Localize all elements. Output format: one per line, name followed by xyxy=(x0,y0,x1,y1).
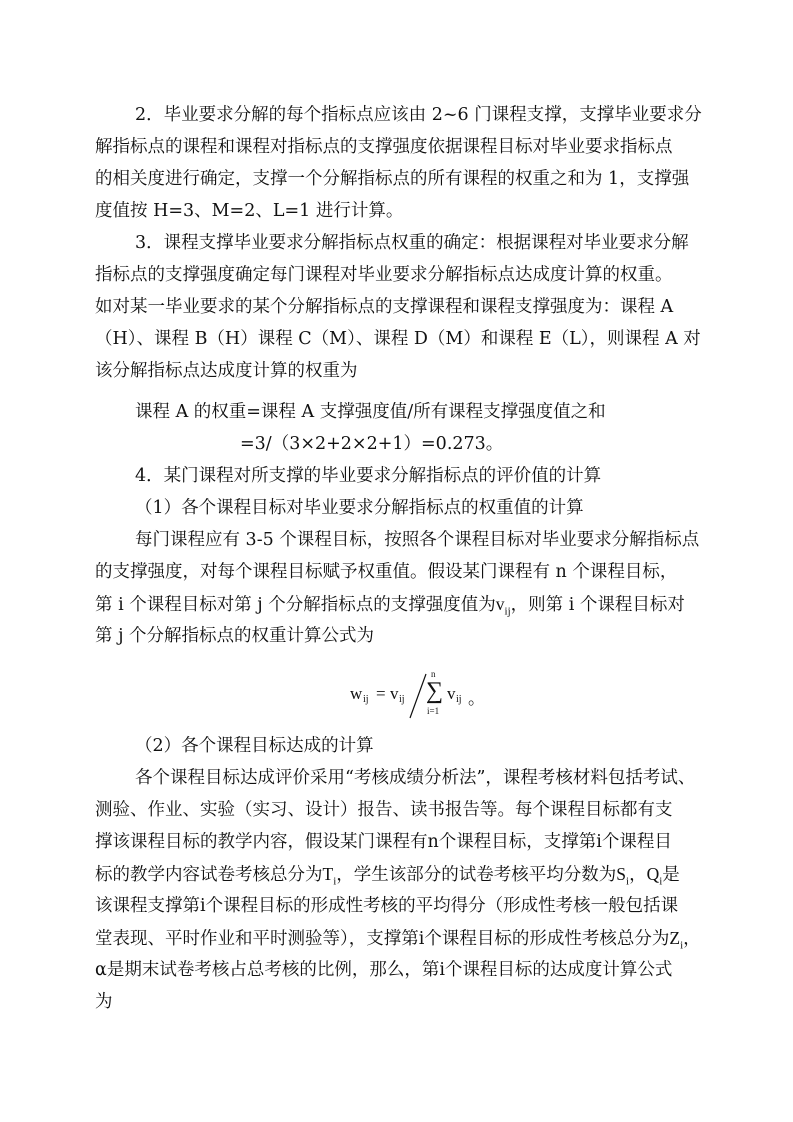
paragraph-line: 该课程支撑第i个课程目标的形成性考核的平均得分（形成性考核一般包括课 xyxy=(95,896,679,916)
paragraph-line xyxy=(95,863,680,893)
text-fragment: 第 i 个课程目标对第 j 个分解指标点的支撑强度值为 xyxy=(95,595,496,615)
paragraph-line: 撑该课程目标的教学内容，假设某门课程有n个课程目标，支撑第i个课程目 xyxy=(95,832,672,852)
paragraph-line: 的相关度进行确定，支撑一个分解指标点的所有课程的权重之和为 1，支撑强 xyxy=(95,169,690,189)
paragraph-line: 如对某一毕业要求的某个分解指标点的支撑课程和课程支撑强度为：课程 A xyxy=(95,297,674,317)
variable-sub: i xyxy=(626,875,630,888)
variable-Q: Q xyxy=(646,864,660,884)
formula-v: v xyxy=(390,684,399,703)
formula-v2: v xyxy=(447,684,456,703)
paragraph-line: 该分解指标点达成度计算的权重为 xyxy=(95,361,358,381)
variable-sub: i xyxy=(333,875,337,888)
variable-sub: i xyxy=(659,875,663,888)
formula-eq: = xyxy=(376,684,386,703)
paragraph-line xyxy=(95,927,701,957)
paragraph-line: （H）、课程 B（H）课程 C（M）、课程 D（M）和课程 E（L），则课程 A 对 xyxy=(95,329,701,349)
sum-upper-limit: n xyxy=(431,669,436,679)
paragraph-line: 测验、作业、实验（实习、设计）报告、读书报告等。每个课程目标都有支 xyxy=(95,800,673,820)
formula-line: =3/（3×2+2×2+1）=0.273。 xyxy=(240,434,504,454)
paragraph-line: 度值按 H=3、M=2、L=1 进行计算。 xyxy=(95,201,404,221)
formula-w: w xyxy=(350,684,363,703)
variable-T: T xyxy=(322,864,334,884)
paragraph-line: 第 j 个分解指标点的权重计算公式为 xyxy=(95,626,375,646)
formula-line: 课程 A 的权重=课程 A 支撑强度值/所有课程支撑强度值之和 xyxy=(135,402,606,422)
paragraph-line: 2．毕业要求分解的每个指标点应该由 2~6 门课程支撑，支撑毕业要求分 xyxy=(135,105,702,125)
text-fragment: ，学生该部分的试卷考核平均分数为 xyxy=(336,865,617,885)
paragraph-line: 3．课程支撑毕业要求分解指标点权重的确定：根据课程对毕业要求分解 xyxy=(135,233,689,253)
text-fragment: 是 xyxy=(662,865,680,885)
paragraph-line: α是期末试卷考核占总考核的比例，那么，第i个课程目标的达成度计算公式 xyxy=(95,960,673,980)
variable-sub: i xyxy=(680,939,684,952)
formula-v2-sub: ij xyxy=(456,694,462,705)
text-fragment: ，则第 i 个课程目标对 xyxy=(510,595,685,615)
variable-v: v xyxy=(495,594,505,614)
subsection-heading: （2）各个课程目标达成的计算 xyxy=(135,736,374,756)
formula-w-sub: ij xyxy=(363,694,369,705)
variable-Z: Z xyxy=(669,928,681,948)
paragraph-line: 指标点的支撑强度确定每门课程对毕业要求分解指标点达成度计算的权重。 xyxy=(95,265,673,285)
paragraph-line: 的支撑强度，对每个课程目标赋予权重值。假设某门课程有 n 个课程目标， xyxy=(95,562,678,582)
paragraph-line xyxy=(95,593,685,623)
text-fragment: 堂表现、平时作业和平时测验等），支撑第i个课程目标的形成性考核总分为 xyxy=(95,929,670,949)
section-heading: 4．某门课程对所支撑的毕业要求分解指标点的评价值的计算 xyxy=(135,466,602,486)
subsection-heading: （1）各个课程目标对毕业要求分解指标点的权重值的计算 xyxy=(135,498,584,518)
sum-lower-limit: i=1 xyxy=(427,706,440,716)
weight-formula xyxy=(350,668,490,728)
sum-symbol: ∑ xyxy=(426,678,444,704)
text-fragment: ， xyxy=(629,865,647,885)
text-fragment: ， xyxy=(683,929,701,949)
paragraph-line: 每门课程应有 3-5 个课程目标，按照各个课程目标对毕业要求分解指标点 xyxy=(135,530,700,550)
paragraph-line: 各个课程目标达成评价采用“考核成绩分析法”，课程考核材料包括考试、 xyxy=(135,768,696,788)
fraction-slash xyxy=(408,672,428,720)
formula-end: 。 xyxy=(468,689,485,708)
formula-v-sub: ij xyxy=(399,694,405,705)
paragraph-line: 解指标点的课程和课程对指标点的支撑强度依据课程目标对毕业要求指标点 xyxy=(95,137,673,157)
text-fragment: 标的教学内容试卷考核总分为 xyxy=(95,865,323,885)
variable-S: S xyxy=(616,864,626,884)
paragraph-line: 为 xyxy=(95,992,113,1012)
variable-sub: ij xyxy=(504,605,511,618)
